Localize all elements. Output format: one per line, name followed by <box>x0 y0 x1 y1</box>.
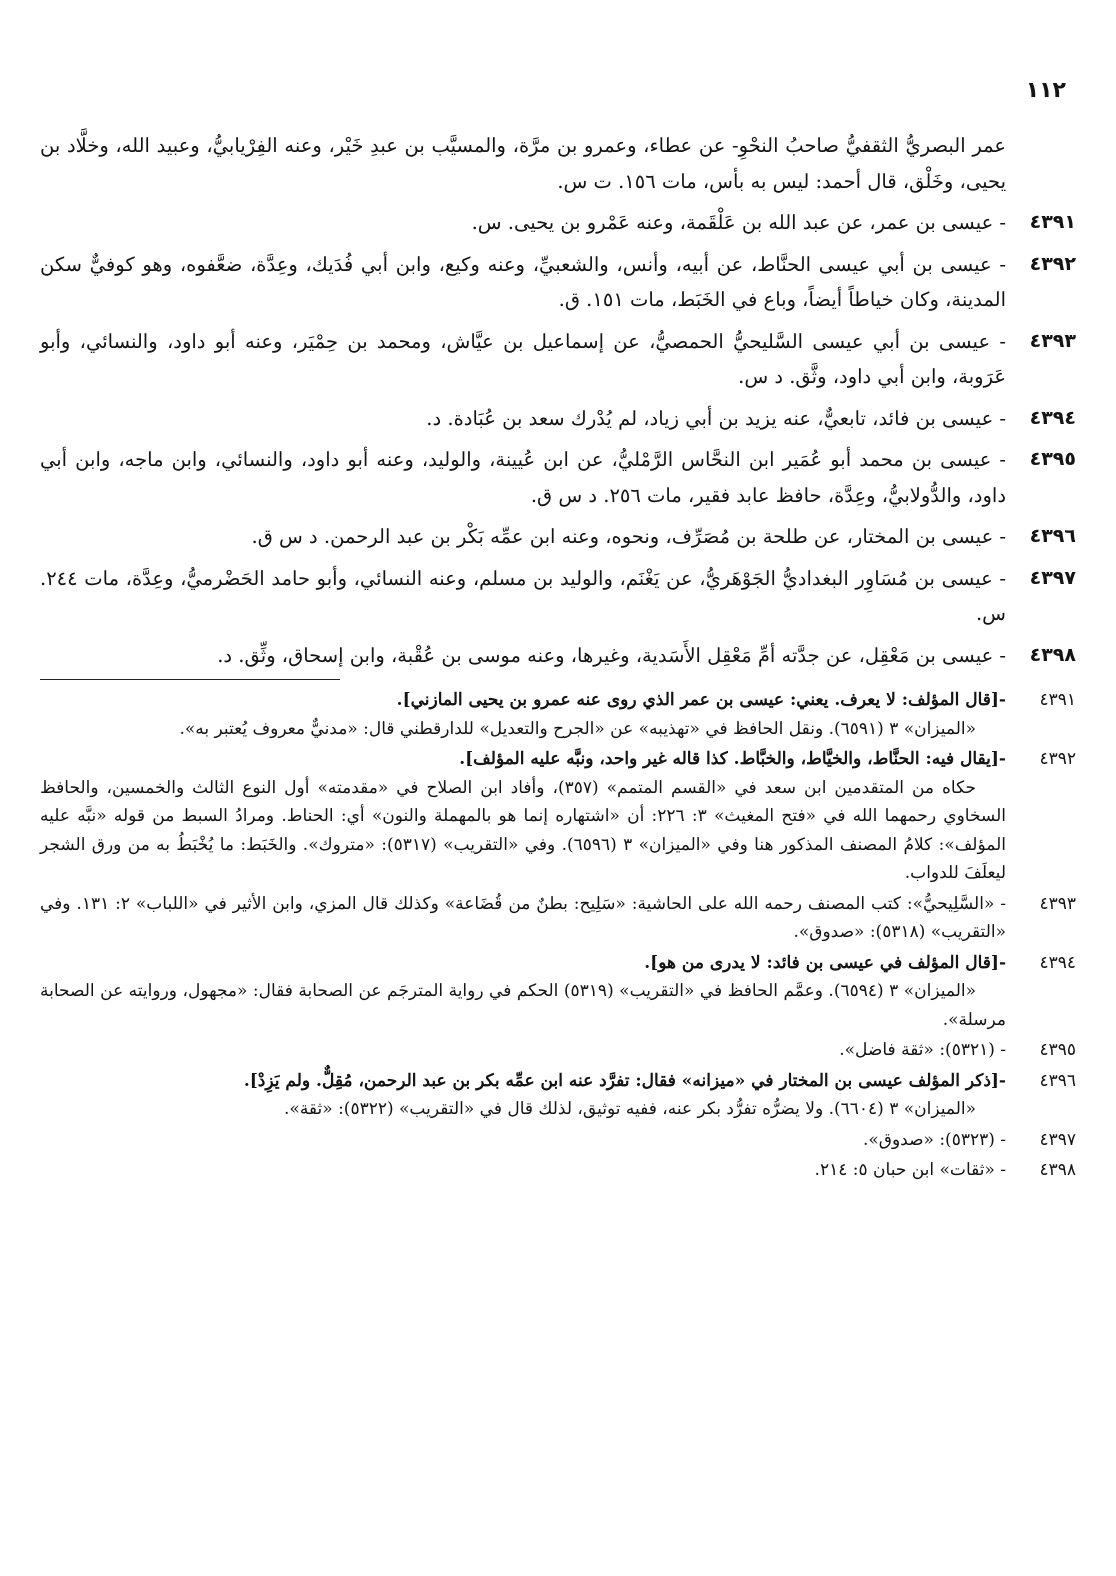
entry-4392 <box>40 247 1076 318</box>
footnote-4397 <box>40 1126 1076 1155</box>
footnote-4396 <box>40 1067 1076 1124</box>
entry-continuation <box>40 128 1076 199</box>
entry-4397 <box>40 561 1076 632</box>
footnote-body: «الميزان» ٣ (٦٦٠٤). ولا يضرُّه تفرُّد بكر عنه، ففيه توثيق، لذلك قال في «التقريب» (٥٣٢٢): «ثقة». <box>284 1099 976 1119</box>
footnote-body: - «ثقات» ابن حبان ٥: ٢١٤. <box>814 1160 1006 1180</box>
entry-4393 <box>40 324 1076 395</box>
entry-number: ٤٣٩٣ <box>1029 329 1076 352</box>
footnote-4398 <box>40 1156 1076 1185</box>
entry-text: - عيسى بن مَعْقِل، عن جدَّته أمِّ مَعْقِل الأَسَدية، وغيرها، وعنه موسى بن عُقْبة، وابن إسحاق، وثِّق. د. <box>217 643 1006 667</box>
entry-number: ٤٣٩٧ <box>1029 566 1076 589</box>
entry-text: - عيسى بن المختار، عن طلحة بن مُصَرِّف، ونحوه، وعنه ابن عمِّه بَكْر بن عبد الرحمن. د س ق. <box>251 525 1006 548</box>
entry-number: ٤٣٩٢ <box>1029 252 1076 275</box>
footnote-number: ٤٣٩٣ <box>1039 893 1076 914</box>
footnote-4393 <box>40 890 1076 947</box>
entry-number: ٤٣٩٥ <box>1029 448 1076 470</box>
footnote-number: ٤٣٩٧ <box>1039 1129 1076 1150</box>
footnote-body: «الميزان» ٣ (٦٥٩٤). وعمَّم الحافظ في «التقريب» (٥٣١٩) الحكم في رواية المترجَم عن الصحابة فقال: «مجهول، وروايته عن الصحابة مرسلة». <box>40 981 1006 1030</box>
page-number: ١١٢ <box>1025 78 1066 103</box>
footnote-head: -[يقال فيه: الحنَّاط، والخيَّاط، والخبَّاط. كذا قاله غير واحد، ونبَّه عليه المؤلف]. <box>459 749 1006 769</box>
footnote-head: -[ذكر المؤلف عيسى بن المختار في «ميزانه» فقال: تفرَّد عنه ابن عمِّه بكر بن عبد الرحمن، مُقِلٌّ. ولم يَزِدْ]. <box>243 1070 1006 1091</box>
footnote-body: - (٥٣٢٣): «صدوق». <box>862 1129 1006 1150</box>
entry-text: - عيسى بن أبي عيسى السَّليحيُّ الحمصيُّ، عن إسماعيل بن عيَّاش، ومحمد بن حِمْيَر، وعنه أبو داود، والنسائي، وأبو عَرَوبة، وابن أبي داود، وثَّق. د س. <box>40 329 1006 388</box>
page-body <box>40 70 1076 1187</box>
entry-text: - عيسى بن محمد أبو عُمَير ابن النحَّاس الرَّمْليُّ، عن ابن عُيينة، والوليد، وعنه أبو داود، والنسائي، وابن ماجه، وابن أبي داود، والدُّولابيُّ، وعِدَّة، حافظ عابد فقير، مات ٢٥٦. د س ق. <box>40 448 1006 507</box>
entry-4391 <box>40 205 1076 241</box>
footnote-head: -[قال المؤلف: لا يعرف. يعني: عيسى بن عمر الذي روى عنه عمرو بن يحيى المازني]. <box>396 690 1006 710</box>
footnote-body: «الميزان» ٣ (٦٥٩١). ونقل الحافظ في «تهذيبه» عن «الجرح والتعديل» للدارقطني قال: «مدنيٌّ معروف يُعتبر به». <box>179 718 976 739</box>
footnote-number: ٤٣٩١ <box>1039 690 1076 710</box>
entry-number: ٤٣٩٤ <box>1029 406 1076 429</box>
entry-4396 <box>40 519 1076 555</box>
entry-4395 <box>40 442 1076 513</box>
entry-number: ٤٣٩٨ <box>1029 643 1076 666</box>
footnote-body: حكاه من المتقدمين ابن سعد في «القسم المتمم» (٣٥٧)، وأفاد ابن الصلاح في «مقدمته» أول النوع الثالث والخمسين، والحافظ السخاوي رحمهما الله في «فتح المغيث» ٣: ٢٢٦: أن «اشتهاره إنما هو بالمهملة والنون» أي: الحناط. ومرادُ السبط من قوله «نبَّه عليه المؤلف»: كلامُ المصنف المذكور هنا وفي «الميزان» ٣ (٦٥٩٦). وفي «التقريب» (٥٣١٧): «متروك». والخَبَط: ما يُخْبَطُ به من ورق الشجر ليعلَفَ للدواب. <box>40 777 1006 883</box>
entry-number: ٤٣٩٦ <box>1029 525 1076 547</box>
footnote-4394 <box>40 949 1076 1035</box>
footnote-body: - «السَّلِيحيُّ»: كتب المصنف رحمه الله على الحاشية: «سَلِيح: بطنٌ من قُضَاعة» وكذلك قال المزي، وابن الأثير في «اللباب» ٢: ١٣١. وفي «التقريب» (٥٣١٨): «صدوق». <box>40 893 1006 942</box>
footnote-number: ٤٣٩٨ <box>1039 1160 1076 1180</box>
footnote-4391 <box>40 686 1076 743</box>
entry-number: ٤٣٩١ <box>1029 211 1076 233</box>
footnote-number: ٤٣٩٢ <box>1039 749 1076 769</box>
footnote-divider <box>40 679 340 680</box>
entry-text: - عيسى بن مُسَاوِر البغداديُّ الجَوْهَريُّ، عن يَغْنَم، والوليد بن مسلم، وعنه النسائي، وأبو حامد الحَضْرميُّ، وعِدَّة، مات ٢٤٤. س. <box>40 566 1006 625</box>
footnote-number: ٤٣٩٦ <box>1039 1070 1076 1091</box>
footnote-4395 <box>40 1036 1076 1065</box>
footnote-body: - (٥٣٢١): «ثقة فاضل». <box>839 1040 1006 1060</box>
entry-text: - عيسى بن فائد، تابعيٌّ، عنه يزيد بن أبي زياد، لم يُدْرك سعد بن عُبَادة. د. <box>426 406 1006 430</box>
entry-text: - عيسى بن أبي عيسى الحنَّاط، عن أبيه، وأنس، والشعبيِّ، وعنه وكيع، وابن أبي فُدَيك، وعِدَّة، ضعَّفوه، وهو كوفيٌّ سكن المدينة، وكان خياطاً أيضاً، وباع في الخَبَط، مات ١٥١. ق. <box>40 252 1006 311</box>
main-text <box>40 128 1076 673</box>
entry-text: عمر البصريُّ الثقفيُّ صاحبُ النحْوِ- عن عطاء، وعمرو بن مرَّة، والمسيَّب بن عبدِ خَيْر، وعنه الفِرْيابيُّ، وعبيد الله، وخلَّاد بن يحيى، وخَلْق، قال أحمد: ليس به بأس، مات ١٥٦. ت س. <box>40 134 1006 193</box>
footnote-head: -[قال المؤلف في عيسى بن فائد: لا يدرى من هو]. <box>644 952 1006 973</box>
footnote-number: ٤٣٩٤ <box>1039 952 1076 973</box>
footnotes <box>40 686 1076 1185</box>
entry-4394 <box>40 401 1076 437</box>
entry-4398 <box>40 638 1076 674</box>
footnote-number: ٤٣٩٥ <box>1039 1040 1076 1060</box>
footnote-4392 <box>40 745 1076 888</box>
entry-text: - عيسى بن عمر، عن عبد الله بن عَلْقَمة، وعنه عَمْرو بن يحيى. س. <box>471 211 1006 234</box>
